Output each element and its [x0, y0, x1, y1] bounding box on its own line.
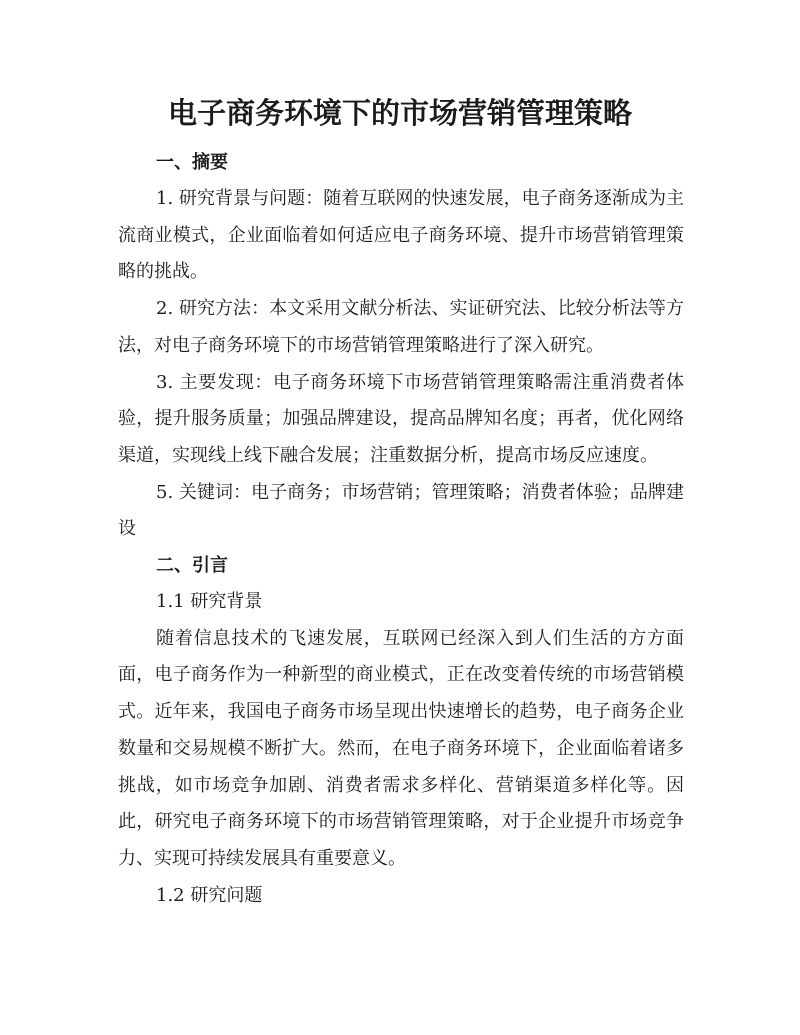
section-heading-introduction: 二、引言 [156, 555, 228, 577]
subsection-heading-question: 1.2 研究问题 [156, 884, 263, 906]
subsection-heading-background: 1.1 研究背景 [156, 591, 263, 613]
document-title: 电子商务环境下的市场营销管理策略 [167, 96, 632, 130]
section-heading-abstract: 一、摘要 [156, 152, 228, 173]
document-body [118, 145, 684, 914]
abstract-item-keywords: 5. 关键词：电子商务；市场营销；管理策略；消费者体验；品牌建设 [118, 481, 684, 540]
abstract-item-method: 2. 研究方法：本文采用文献分析法、实证研究法、比较分析法等方法，对电子商务环境下的市场营销管理策略进行了深入研究。 [118, 298, 684, 356]
abstract-item-findings: 3. 主要发现：电子商务环境下市场营销管理策略需注重消费者体验，提升服务质量；加强品牌建设，提高品牌知名度；再者，优化网络渠道，实现线上线下融合发展；注重数据分析，提高市场反应速度。 [118, 371, 684, 466]
intro-paragraph-background: 随着信息技术的飞速发展，互联网已经深入到人们生活的方方面面，电子商务作为一种新型的商业模式，正在改变着传统的市场营销模式。近年来，我国电子商务市场呈现出快速增长的趋势，电子商务企业数量和交易规模不断扩大。然而，在电子商务环境下，企业面临着诸多挑战，如市场竞争加剧、消费者需求多样化、营销渠道多样化等。因此，研究电子商务环境下的市场营销管理策略，对于企业提升市场竞争力、实现可持续发展具有重要意义。 [118, 627, 684, 869]
abstract-item-background: 1. 研究背景与问题：随着互联网的快速发展，电子商务逐渐成为主流商业模式，企业面临着如何适应电子商务环境、提升市场营销管理策略的挑战。 [118, 188, 684, 283]
